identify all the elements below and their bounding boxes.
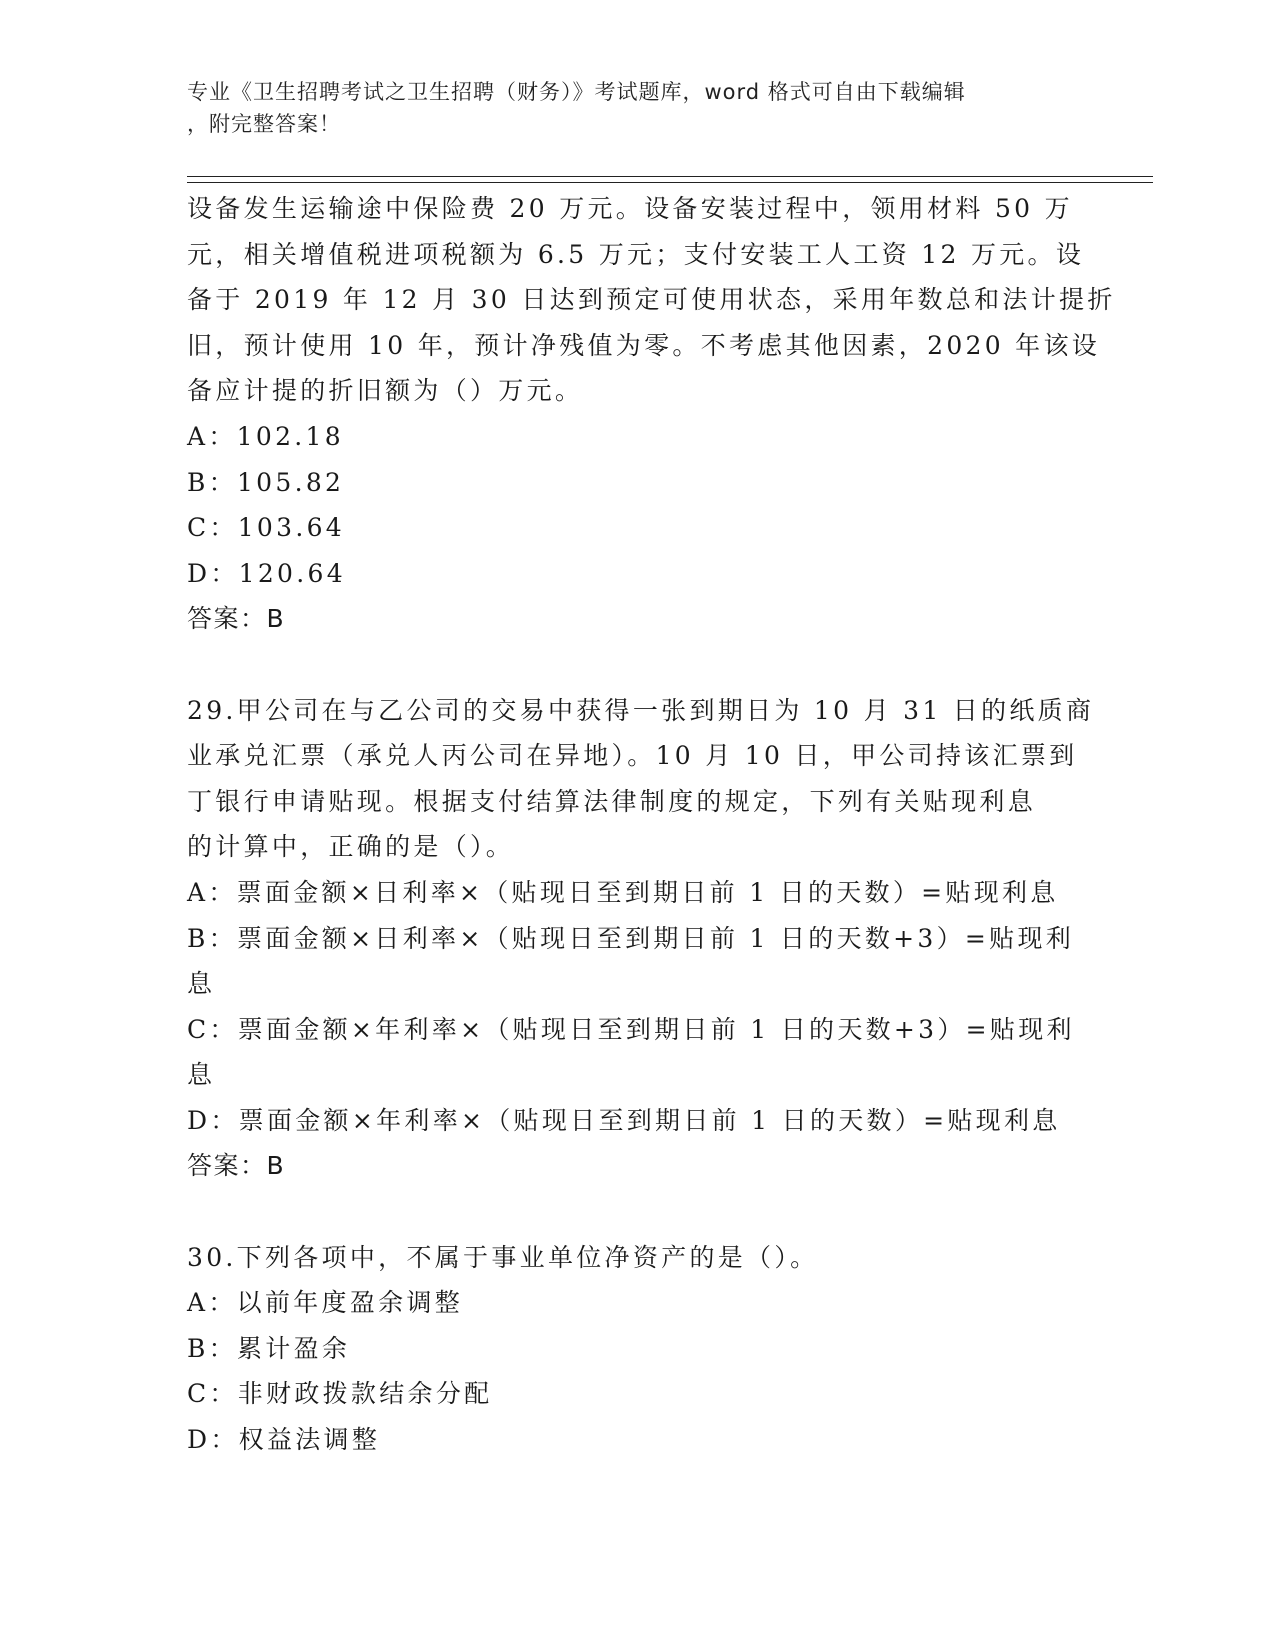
question-28-option-b: B：105.82 [187,467,345,497]
question-30-option-b: B：累计盈余 [187,1333,351,1363]
question-29-option-a: A：票面金额×日利率×（贴现日至到期日前 1 日的天数）=贴现利息 [187,877,1059,907]
question-28-block [187,186,1116,642]
header-divider-top [187,176,1153,177]
question-30-block [187,1235,1087,1463]
question-30-option-c: C：非财政拨款结余分配 [187,1379,493,1409]
spacer [187,642,1087,688]
header-line-1: 专业《卫生招聘考试之卫生招聘（财务）》考试题库，word 格式可自由下载编辑 [187,80,966,104]
question-29-line-1: 29.甲公司在与乙公司的交易中获得一张到期日为 10 月 31 日的纸质商 [187,695,1095,725]
question-29-option-d: D：票面金额×年利率×（贴现日至到期日前 1 日的天数）=贴现利息 [187,1105,1061,1135]
question-28-answer: 答案：B [187,604,286,634]
header-line-2: ，附完整答案！ [187,112,341,136]
question-28-line-2: 元，相关增值税进项税额为 6.5 万元；支付安装工人工资 12 万元。设 [187,239,1085,269]
question-28-line-1: 设备发生运输途中保险费 20 万元。设备安装过程中，领用材料 50 万 [187,194,1073,223]
question-29-option-b: B：票面金额×日利率×（贴现日至到期日前 1 日的天数+3）=贴现利 [187,923,1075,953]
question-content [187,186,1116,1463]
question-28-line-5: 备应计提的折旧额为（）万元。 [187,376,584,406]
question-29-option-b-cont: 息 [187,969,216,999]
question-28-option-a: A：102.18 [187,421,344,451]
question-29-line-2: 业承兑汇票（承兑人丙公司在异地）。10 月 10 日，甲公司持该汇票到 [187,741,1078,771]
question-28-option-d: D：120.64 [187,558,346,588]
question-29-answer: 答案：B [187,1151,286,1181]
question-28-option-c: C：103.64 [187,513,346,543]
spacer [187,1189,1087,1235]
question-29-block [187,688,1095,1190]
question-30-line-1: 30.下列各项中，不属于事业单位净资产的是（）。 [187,1242,819,1272]
document-header [187,76,1087,140]
question-29-line-3: 丁银行申请贴现。根据支付结算法律制度的规定，下列有关贴现利息 [187,786,1037,816]
question-29-line-4: 的计算中，正确的是（）。 [187,832,515,862]
question-30-option-a: A：以前年度盈余调整 [187,1288,464,1318]
question-28-line-3: 备于 2019 年 12 月 30 日达到预定可使用状态，采用年数总和法计提折 [187,285,1116,315]
header-divider-bottom [187,182,1153,183]
question-29-option-c: C：票面金额×年利率×（贴现日至到期日前 1 日的天数+3）=贴现利 [187,1014,1075,1044]
question-28-line-4: 旧，预计使用 10 年，预计净残值为零。不考虑其他因素，2020 年该设 [187,330,1101,360]
question-29-option-c-cont: 息 [187,1060,216,1090]
question-30-option-d: D：权益法调整 [187,1425,381,1455]
